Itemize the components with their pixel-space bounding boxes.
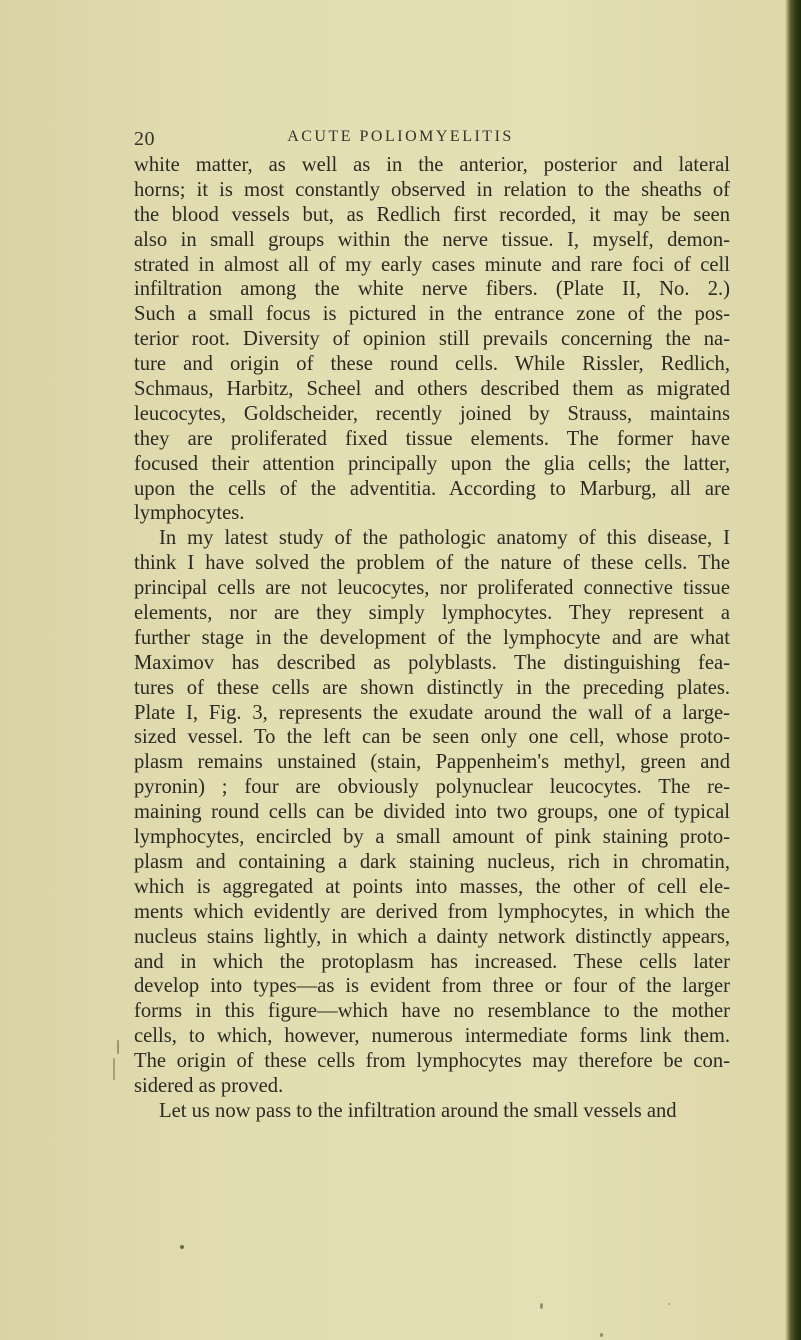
paper-speck — [600, 1333, 603, 1337]
text-line: also in small groups within the nerve tissue. I, myself, demon- — [134, 228, 730, 251]
text-line: ments which evidently are derived from lymphocytes, in which the — [134, 900, 730, 923]
text-line: leucocytes, Goldscheider, recently joined by Strauss, maintains — [134, 402, 730, 425]
text-line: infiltration among the white nerve fibers. (Plate II, No. 2.) — [134, 278, 730, 301]
paragraph-end-line: sidered as proved. — [134, 1074, 284, 1097]
text-line: Schmaus, Harbitz, Scheel and others described them as migrated — [134, 378, 730, 401]
text-line: elements, nor are they simply lymphocytes. They represent a — [134, 602, 730, 625]
book-edge-shadow — [785, 0, 801, 1340]
text-line: horns; it is most constantly observed in relation to the sheaths of — [134, 178, 730, 201]
text-line: they are proliferated fixed tissue elements. The former have — [134, 427, 730, 450]
text-line: lymphocytes, encircled by a small amount of pink staining proto- — [134, 826, 730, 849]
text-line: ture and origin of these round cells. While Rissler, Redlich, — [134, 353, 730, 376]
text-line: further stage in the development of the lymphocyte and are what — [134, 626, 730, 649]
text-line: Such a small focus is pictured in the entrance zone of the pos- — [134, 303, 730, 326]
text-line: tures of these cells are shown distinctly in the preceding plates. — [134, 676, 730, 699]
paragraph-start-line: Let us now pass to the infiltration around the small vessels and — [159, 1099, 677, 1122]
text-line: terior root. Diversity of opinion still prevails concerning the na- — [134, 328, 730, 351]
running-title: ACUTE POLIOMYELITIS — [287, 128, 514, 145]
paper-speck — [117, 1040, 119, 1054]
text-line: Maximov has described as polyblasts. The distinguishing fea- — [134, 651, 730, 674]
text-line: principal cells are not leucocytes, nor proliferated connective tissue — [134, 577, 730, 600]
text-line: which is aggregated at points into masses, the other of cell ele- — [134, 875, 730, 898]
page-number: 20 — [134, 128, 155, 150]
text-line: think I have solved the problem of the nature of these cells. The — [134, 552, 730, 575]
text-line: pyronin) ; four are obviously polynuclear leucocytes. The re- — [134, 776, 730, 799]
text-line: plasm remains unstained (stain, Pappenheim's methyl, green and — [134, 751, 730, 774]
paper-speck — [113, 1058, 115, 1080]
text-line: white matter, as well as in the anterior, posterior and lateral — [134, 154, 730, 176]
body-text — [134, 153, 730, 1124]
text-line: the blood vessels but, as Redlich first recorded, it may be seen — [134, 203, 730, 226]
paragraph-start-line: In my latest study of the pathologic anatomy of this disease, I — [159, 527, 730, 550]
text-line: strated in almost all of my early cases minute and rare foci of cell — [134, 253, 730, 276]
paper-speck — [668, 1303, 670, 1305]
text-line: Plate I, Fig. 3, represents the exudate around the wall of a large- — [134, 701, 730, 724]
text-line: maining round cells can be divided into two groups, one of typical — [134, 801, 730, 824]
text-line: nucleus stains lightly, in which a dainty network distinctly appears, — [134, 925, 730, 948]
text-line: cells, to which, however, numerous intermediate forms link them. — [134, 1025, 730, 1048]
paragraph-end-line: lymphocytes. — [134, 502, 245, 525]
text-line: forms in this figure—which have no resemblance to the mother — [134, 1000, 730, 1023]
paper-speck — [180, 1245, 184, 1249]
text-line: upon the cells of the adventitia. According to Marburg, all are — [134, 477, 730, 500]
text-line: plasm and containing a dark staining nucleus, rich in chromatin, — [134, 850, 730, 873]
paper-speck — [540, 1303, 543, 1309]
text-line: sized vessel. To the left can be seen only one cell, whose proto- — [134, 726, 730, 749]
text-line: focused their attention principally upon the glia cells; the latter, — [134, 452, 730, 475]
text-line: The origin of these cells from lymphocytes may therefore be con- — [134, 1050, 730, 1073]
text-line: develop into types—as is evident from three or four of the larger — [134, 975, 730, 998]
text-line: and in which the protoplasm has increased. These cells later — [134, 950, 730, 973]
